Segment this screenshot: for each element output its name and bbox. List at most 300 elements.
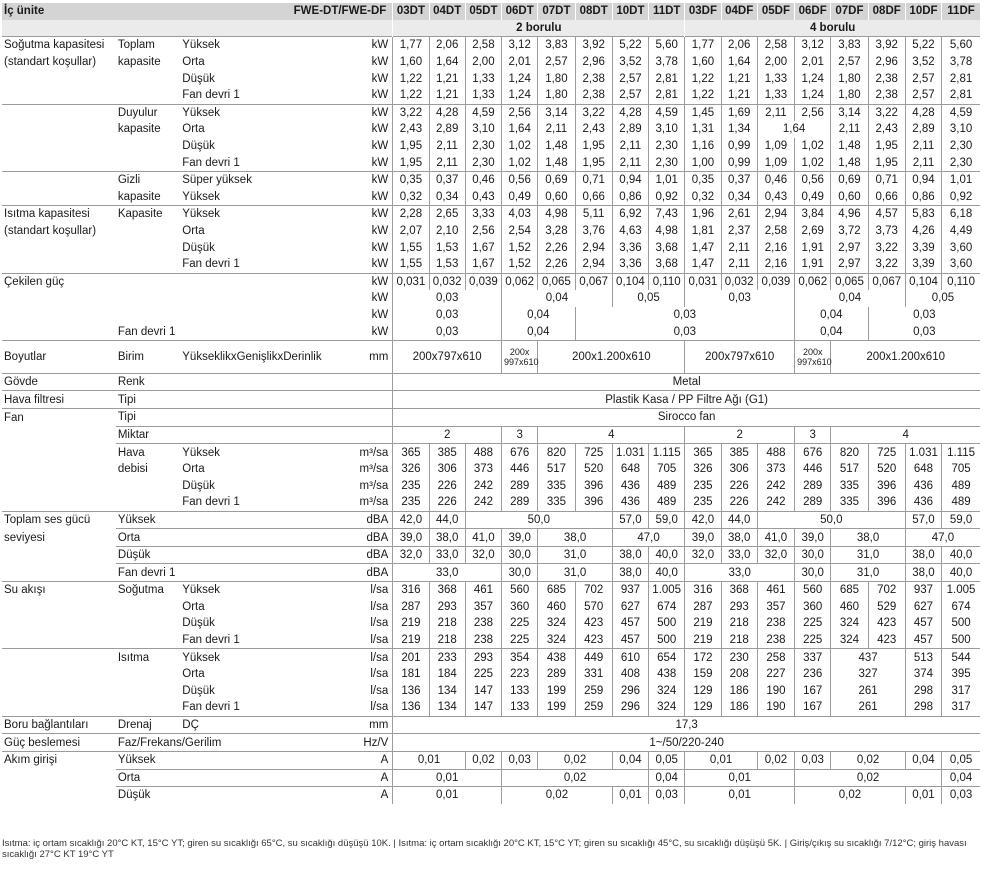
value-cell: 57,0	[905, 511, 941, 529]
value-cell: 1,67	[465, 256, 501, 273]
value-cell: 2,56	[795, 104, 831, 121]
value-cell: 136	[393, 699, 429, 716]
value-cell: 1,22	[685, 70, 721, 87]
row-group-label	[2, 307, 116, 324]
row-group-label	[2, 104, 116, 121]
value-cell: 1,77	[685, 37, 721, 54]
value-cell: 0,03	[868, 307, 980, 324]
value-cell: 1,48	[831, 154, 868, 171]
value-cell: 33,0	[721, 546, 757, 564]
value-cell: 0,49	[502, 189, 538, 206]
value-cell: 488	[465, 444, 501, 461]
value-cell: 39,0	[502, 529, 538, 547]
spec-row	[2, 409, 980, 427]
row-subgroup-label	[116, 615, 180, 632]
value-cell: 5,22	[905, 37, 941, 54]
value-cell: 2,57	[831, 54, 868, 71]
value-cell: 0,03	[393, 307, 502, 324]
value-cell: 238	[465, 632, 501, 649]
value-cell: 2,81	[649, 70, 685, 87]
row-group-label: Güç beslemesi	[2, 734, 116, 752]
value-cell: 3,76	[575, 223, 612, 240]
value-cell: 306	[429, 461, 465, 478]
value-cell: 0,110	[942, 273, 980, 290]
value-cell: 38,0	[429, 529, 465, 547]
row-group-label	[2, 138, 116, 155]
row-group-label: Isıtma kapasitesi	[2, 206, 116, 223]
value-cell: 725	[575, 444, 612, 461]
spec-row	[2, 546, 980, 564]
value-cell: 2,94	[757, 206, 794, 223]
value-cell: 2,97	[831, 256, 868, 273]
row-level-label: Fan devri 1	[182, 634, 240, 647]
value-cell: 357	[465, 599, 501, 616]
spec-row	[2, 461, 980, 478]
value-cell: 30,0	[502, 564, 538, 582]
row-unit: kW	[371, 325, 389, 338]
value-cell: 0,032	[721, 273, 757, 290]
value-cell: 242	[465, 494, 501, 511]
value-cell: 0,86	[612, 189, 648, 206]
spec-row	[2, 699, 980, 716]
value-cell: 1,64	[757, 121, 831, 138]
row-level-label	[180, 769, 335, 787]
model-header: 06DT	[502, 3, 538, 20]
value-cell: 39,0	[795, 529, 831, 547]
value-cell: 1,24	[795, 70, 831, 87]
row-subgroup-label: Fan devri 1	[117, 325, 176, 338]
row-level-label: Düşük	[182, 617, 215, 630]
spec-row	[2, 716, 980, 734]
row-level-label: Yüksek	[180, 444, 335, 461]
value-cell: 3,22	[393, 104, 429, 121]
row-unit: A	[335, 769, 392, 787]
value-cell: 39,0	[685, 529, 721, 547]
spec-row	[2, 138, 980, 155]
row-group-label: (standart koşullar)	[4, 56, 97, 69]
model-header: 03DF	[685, 3, 721, 20]
value-cell: 4,59	[942, 104, 980, 121]
value-cell: 423	[868, 615, 905, 632]
row-subgroup-label: Hava	[116, 444, 180, 461]
value-cell: 436	[612, 494, 648, 511]
row-unit: mm	[335, 340, 392, 373]
row-unit: Hz/V	[335, 734, 392, 752]
value-cell: 2,89	[612, 121, 648, 138]
value-cell: 296	[612, 683, 648, 700]
value-cell: 324	[649, 699, 685, 716]
value-cell: 259	[575, 683, 612, 700]
spec-row	[2, 104, 980, 121]
row-group-label: Hava filtresi	[2, 391, 116, 409]
value-cell: 167	[795, 683, 831, 700]
row-subgroup-label: Renk	[116, 373, 180, 391]
row-level-label: Yüksek	[180, 206, 335, 223]
row-level-label: Fan devri 1	[182, 89, 240, 102]
row-level-label	[180, 323, 335, 340]
value-cell: 0,69	[831, 171, 868, 188]
value-cell: 3,73	[868, 223, 905, 240]
value-cell: 517	[538, 461, 575, 478]
value-cell: 38,0	[538, 529, 613, 547]
value-cell: 0,03	[393, 323, 502, 340]
value-cell: 368	[721, 582, 757, 599]
value-cell: 3,39	[905, 239, 941, 256]
value-cell: 820	[538, 444, 575, 461]
value-cell: 200x1.200x610	[538, 340, 685, 373]
row-subgroup-label	[116, 599, 180, 616]
value-cell: 2,65	[429, 206, 465, 223]
value-cell: 1,60	[685, 54, 721, 71]
row-level-label: Düşük	[182, 479, 215, 492]
value-cell: 1,33	[757, 87, 794, 104]
value-cell: 2,58	[757, 223, 794, 240]
value-cell: 44,0	[721, 511, 757, 529]
row-unit: m³/sa	[359, 496, 389, 509]
value-cell: 200x1.200x610	[831, 340, 980, 373]
value-cell: 0,062	[502, 273, 538, 290]
value-cell: 0,065	[831, 273, 868, 290]
spec-row	[2, 70, 980, 87]
value-cell: 2,06	[429, 37, 465, 54]
value-cell: 136	[393, 683, 429, 700]
value-cell: 0,02	[502, 769, 649, 787]
row-group-label	[2, 121, 116, 138]
value-cell: 373	[465, 461, 501, 478]
spec-row	[2, 615, 980, 632]
value-cell: 0,04	[795, 290, 906, 307]
row-level-label	[180, 751, 335, 769]
value-cell: 654	[649, 649, 685, 666]
spec-row	[2, 239, 980, 256]
value-cell: 2,16	[757, 256, 794, 273]
value-cell: 7,43	[649, 206, 685, 223]
value-cell: 2,94	[575, 239, 612, 256]
value-cell: 3,78	[942, 54, 980, 71]
value-cell: 4,57	[868, 206, 905, 223]
spec-row	[2, 666, 980, 683]
value-cell: 1,80	[831, 70, 868, 87]
value-cell: 0,43	[757, 189, 794, 206]
row-level-label: Orta	[182, 600, 205, 613]
value-cell: 1.005	[649, 582, 685, 599]
value-cell: 42,0	[685, 511, 721, 529]
model-header: 05DF	[757, 3, 794, 20]
value-cell: 226	[429, 494, 465, 511]
row-level-label: YükseklikxGenişlikxDerinlik	[180, 340, 335, 373]
value-cell: 0,66	[868, 189, 905, 206]
value-cell: 2,00	[757, 54, 794, 71]
value-cell: 2,56	[465, 223, 501, 240]
value-cell: 208	[721, 666, 757, 683]
value-cell: 59,0	[649, 511, 685, 529]
row-unit: m³/sa	[359, 479, 389, 492]
value-cell: 408	[612, 666, 648, 683]
value-cell: 1,95	[868, 154, 905, 171]
row-level-label: Yüksek	[180, 582, 335, 599]
row-level-label	[180, 529, 335, 547]
value-cell: 242	[757, 477, 794, 494]
value-cell: 0,92	[649, 189, 685, 206]
spec-row	[2, 256, 980, 273]
value-cell: 2,54	[502, 223, 538, 240]
row-level-label: Yüksek	[180, 37, 335, 54]
value-cell: 3,22	[868, 104, 905, 121]
value-cell: 0,37	[721, 171, 757, 188]
value-cell: 676	[795, 444, 831, 461]
row-group-label	[2, 599, 116, 616]
value-cell: 437	[831, 649, 906, 666]
spec-row	[2, 87, 980, 104]
value-cell: 40,0	[649, 546, 685, 564]
value-cell: 1,67	[465, 239, 501, 256]
value-cell: 289	[795, 477, 831, 494]
row-level-label	[180, 426, 335, 444]
value-cell: 2	[685, 426, 795, 444]
value-cell: 2,96	[575, 54, 612, 71]
row-unit: kW	[371, 89, 389, 102]
value-cell: 0,05	[942, 751, 980, 769]
value-cell: 298	[905, 683, 941, 700]
value-cell: 2,11	[905, 154, 941, 171]
value-cell: 2,89	[905, 121, 941, 138]
value-cell: 3,60	[942, 239, 980, 256]
row-group-label: Boyutlar	[2, 340, 116, 373]
value-cell: 0,01	[393, 787, 502, 804]
value-cell: 1,95	[393, 138, 429, 155]
value-cell: 219	[685, 632, 721, 649]
row-level-label: Orta	[182, 225, 205, 238]
value-cell: 6,92	[612, 206, 648, 223]
row-unit: dBA	[335, 529, 392, 547]
value-cell: 261	[831, 699, 906, 716]
value-cell: 0,05	[905, 290, 980, 307]
value-cell: 1,77	[393, 37, 429, 54]
value-cell: 1,52	[502, 256, 538, 273]
value-cell: 1,95	[575, 138, 612, 155]
value-cell: 32,0	[757, 546, 794, 564]
value-cell: 5,60	[942, 37, 980, 54]
value-cell: 2,37	[721, 223, 757, 240]
value-cell: 190	[757, 699, 794, 716]
row-group-label	[2, 323, 116, 340]
value-cell: 0,34	[429, 189, 465, 206]
value-cell: 238	[465, 615, 501, 632]
spec-row	[2, 307, 980, 324]
row-level-label	[180, 546, 335, 564]
value-cell: 354	[502, 649, 538, 666]
value-cell: 1,95	[575, 154, 612, 171]
two-pipe-header: 2 borulu	[393, 20, 685, 37]
value-cell: 374	[905, 666, 941, 683]
value-cell: 489	[942, 494, 980, 511]
value-cell: 30,0	[795, 546, 831, 564]
value-cell: 1,09	[757, 138, 794, 155]
value-cell: 0,01	[685, 751, 758, 769]
value-cell: 2,81	[942, 70, 980, 87]
value-cell: 0,05	[612, 290, 685, 307]
row-group-label: Gövde	[2, 373, 116, 391]
value-cell: 181	[393, 666, 429, 683]
row-unit: dBA	[335, 546, 392, 564]
row-group-label: Fan	[2, 409, 116, 427]
value-cell: 261	[831, 683, 906, 700]
row-group-label: Soğutma kapasitesi	[2, 37, 116, 54]
value-cell: 226	[721, 477, 757, 494]
value-cell: 40,0	[942, 564, 980, 582]
value-cell: 360	[795, 599, 831, 616]
value-cell: 0,02	[465, 751, 501, 769]
value-cell: 1,22	[685, 87, 721, 104]
value-cell: 0,60	[831, 189, 868, 206]
value-cell: 360	[502, 599, 538, 616]
value-cell: 0,86	[905, 189, 941, 206]
row-unit: l/sa	[370, 617, 389, 630]
unit-label: İç ünite	[2, 3, 116, 20]
value-cell: 235	[393, 477, 429, 494]
value-cell: 0,56	[795, 171, 831, 188]
row-level-label: Düşük	[182, 72, 215, 85]
value-cell: 1,00	[685, 154, 721, 171]
value-cell: 702	[575, 582, 612, 599]
value-cell: 2,30	[465, 154, 501, 171]
value-cell: 32,0	[685, 546, 721, 564]
row-group-label	[2, 699, 116, 716]
row-subgroup-label: Tipi	[116, 391, 180, 409]
value-cell: 331	[575, 666, 612, 683]
value-cell: 3,72	[831, 223, 868, 240]
value-cell: 0,03	[649, 787, 685, 804]
spec-row	[2, 734, 980, 752]
value-cell: 324	[538, 632, 575, 649]
value-cell: 0,02	[795, 769, 942, 787]
value-cell: 2,56	[502, 104, 538, 121]
value-cell: 1.115	[942, 444, 980, 461]
value-cell: 1,16	[685, 138, 721, 155]
row-subgroup-label	[116, 239, 180, 256]
value-cell: 0,03	[393, 290, 502, 307]
row-subgroup-label: kapasite	[117, 56, 161, 69]
value-cell: 259	[575, 699, 612, 716]
value-cell: 0,60	[538, 189, 575, 206]
value-cell: 199	[538, 683, 575, 700]
value-cell: 0,02	[795, 787, 906, 804]
value-cell: 316	[393, 582, 429, 599]
row-unit: dBA	[335, 511, 392, 529]
value-cell: 3,10	[649, 121, 685, 138]
value-cell: 489	[649, 494, 685, 511]
value-cell: 2,89	[429, 121, 465, 138]
value-cell: 317	[942, 699, 980, 716]
value-cell: 289	[795, 494, 831, 511]
row-level-label: Orta	[182, 463, 205, 476]
value-cell: 1.115	[649, 444, 685, 461]
value-cell: 0,104	[905, 273, 941, 290]
value-cell: 517	[831, 461, 868, 478]
value-cell: 225	[795, 632, 831, 649]
row-subgroup-label	[116, 666, 180, 683]
row-level-label	[180, 307, 335, 324]
value-cell: 2,81	[942, 87, 980, 104]
value-cell: 1,64	[502, 121, 538, 138]
value-cell: 3,83	[831, 37, 868, 54]
value-cell: 167	[795, 699, 831, 716]
value-cell: 0,71	[575, 171, 612, 188]
value-cell: 937	[905, 582, 941, 599]
value-cell: 3,78	[649, 54, 685, 71]
value-cell: 218	[721, 615, 757, 632]
value-cell: 937	[612, 582, 648, 599]
value-cell: 33,0	[685, 564, 795, 582]
value-cell: 446	[502, 461, 538, 478]
value-cell: 705	[649, 461, 685, 478]
value-cell: 4	[831, 426, 980, 444]
value-cell: 423	[575, 615, 612, 632]
value-cell: 335	[831, 494, 868, 511]
value-cell: 1,21	[721, 87, 757, 104]
value-cell: 1,95	[393, 154, 429, 171]
value-cell: 38,0	[612, 546, 648, 564]
value-cell: 500	[649, 632, 685, 649]
spec-row	[2, 37, 980, 54]
value-cell: 0,99	[721, 154, 757, 171]
value-cell: 242	[757, 494, 794, 511]
value-cell: 2,11	[831, 121, 868, 138]
value-cell: 1.031	[612, 444, 648, 461]
value-cell: 0,03	[502, 751, 538, 769]
row-level-label	[180, 564, 335, 582]
value-cell: 2,30	[942, 138, 980, 155]
value-cell: 0,49	[795, 189, 831, 206]
row-unit: dBA	[335, 564, 392, 582]
value-cell: 30,0	[502, 546, 538, 564]
value-cell: 134	[429, 699, 465, 716]
value-cell: 219	[393, 615, 429, 632]
pipe-type-row	[2, 20, 980, 37]
value-cell: 31,0	[831, 546, 906, 564]
value-cell: 230	[721, 649, 757, 666]
value-cell: 2,57	[905, 70, 941, 87]
value-cell: 0,03	[685, 290, 795, 307]
value-cell: 2,69	[795, 223, 831, 240]
row-subgroup-label: Miktar	[116, 426, 180, 444]
row-unit: kW	[335, 273, 392, 290]
value-cell: 627	[905, 599, 941, 616]
value-cell: 1,33	[757, 70, 794, 87]
value-cell: 0,04	[795, 323, 869, 340]
spec-row	[2, 154, 980, 171]
value-cell: Sirocco fan	[393, 409, 980, 427]
model-header: 04DT	[429, 3, 465, 20]
value-cell: 59,0	[942, 511, 980, 529]
row-group-label: seviyesi	[4, 531, 45, 544]
value-cell: 2,01	[795, 54, 831, 71]
row-level-label	[180, 391, 335, 409]
value-cell: 0,04	[649, 769, 685, 787]
value-cell: 1,33	[465, 70, 501, 87]
value-cell: 39,0	[393, 529, 429, 547]
value-cell: 1,21	[721, 70, 757, 87]
row-unit: kW	[371, 156, 389, 169]
row-subgroup-label	[116, 70, 180, 87]
value-cell: 190	[757, 683, 794, 700]
value-cell: 3	[502, 426, 538, 444]
row-group-label	[2, 171, 116, 188]
row-group-label	[2, 683, 116, 700]
row-subgroup-label	[116, 632, 180, 649]
row-unit: kW	[335, 171, 392, 188]
value-cell: 457	[905, 632, 941, 649]
